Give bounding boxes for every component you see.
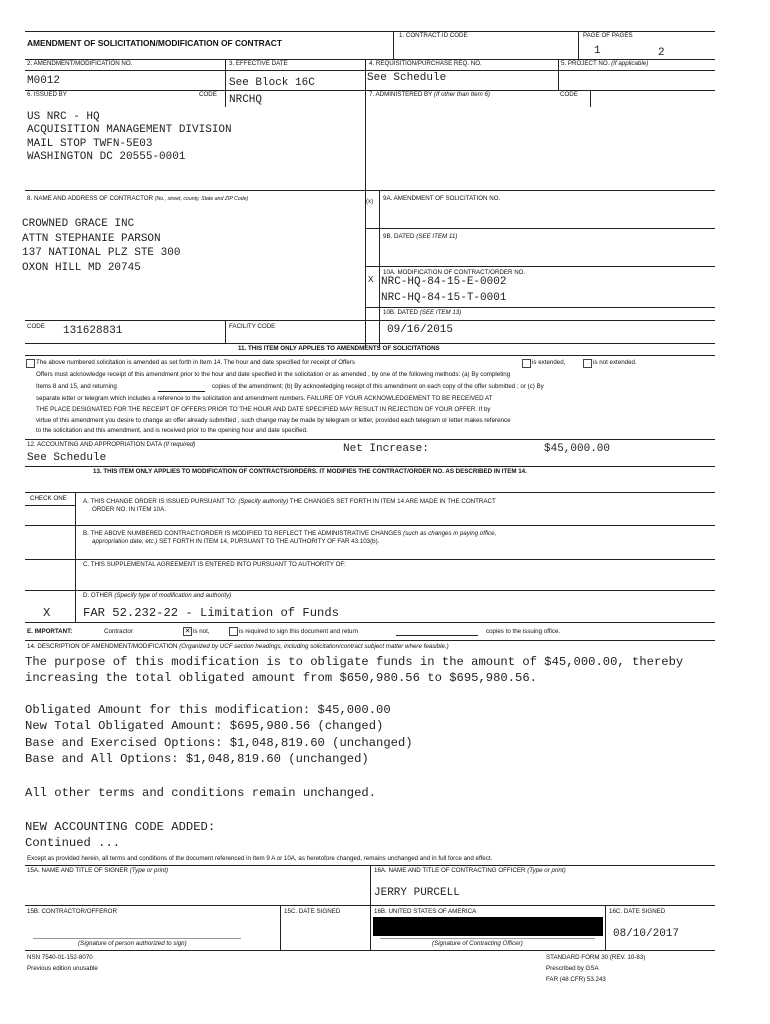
not-extended-checkbox[interactable] <box>583 359 592 368</box>
item11-line2: Offers must acknowledge receipt of this amendment prior to the hour and date specified in the solicitation or as amended , by one of the following methods: (a) By completing <box>36 371 511 378</box>
page-of-pages-label: PAGE OF PAGES <box>583 32 633 39</box>
check-one-label: CHECK ONE <box>30 495 67 502</box>
item11-line1: The above numbered solicitation is amended as set forth in Item 14. The hour and date specified for receipt of Offers <box>36 359 355 366</box>
dated-9b-label: 9B. DATED (SEE ITEM 11) <box>383 233 458 240</box>
option-d-check-mark: X <box>43 606 51 620</box>
accounting-value: See Schedule <box>27 452 107 464</box>
modification-order-label: 10A. MODIFICATION OF CONTRACT/ORDER NO. <box>383 269 526 276</box>
nsn-number: NSN 7540-01-152-8070 <box>27 954 93 961</box>
is-not-checkbox[interactable] <box>183 627 192 636</box>
officer-name: JERRY PURCELL <box>374 887 460 899</box>
copies-issuing-label: copies to the issuing office. <box>486 628 561 635</box>
extended-checkbox[interactable] <box>522 359 531 368</box>
solicitation-amended-checkbox[interactable] <box>26 359 35 368</box>
copies-return-blank <box>396 635 478 636</box>
previous-edition: Previous edition unusable <box>27 965 98 972</box>
item11-title: 11. THIS ITEM ONLY APPLIES TO AMENDMENTS OF SOLICITATIONS <box>238 345 440 352</box>
modification-order-no-1: NRC-HQ-84-15-E-0002 <box>381 276 507 288</box>
requisition-no: See Schedule <box>367 72 447 84</box>
option-b-line2: appropriation date, etc.) SET FORTH IN ITEM 14, PURSUANT TO THE AUTHORITY OF FAR 43.103(b). <box>92 538 380 545</box>
issued-code-label: CODE <box>199 91 217 98</box>
item11-line5: THE PLACE DESIGNATED FOR THE RECEIPT OF OFFERS PRIOR TO THE HOUR AND DATE SPECIFIED MAY RESULT IN REJECTION OF YOUR OFFER. If by <box>36 406 491 413</box>
dated-10b: 09/16/2015 <box>387 324 454 336</box>
accounting-label: 12. ACCOUNTING AND APPROPRIATION DATA (If required) <box>27 441 196 448</box>
date-signed-16c: 08/10/2017 <box>613 928 680 940</box>
issued-by-label: 6. ISSUED BY <box>27 91 67 98</box>
effective-date: See Block 16C <box>229 77 315 89</box>
option-d[interactable]: D. OTHER (Specify type of modification and authority) <box>83 592 232 599</box>
administered-code-label: CODE <box>560 91 578 98</box>
contractor-label: 8. NAME AND ADDRESS OF CONTRACTOR (No., street, county, State and ZIP Code) <box>27 195 249 202</box>
net-increase-label: Net Increase: <box>343 443 429 455</box>
option-d-value: FAR 52.232-22 - Limitation of Funds <box>83 606 339 620</box>
dated-10b-label: 10B. DATED (SEE ITEM 13) <box>383 309 462 316</box>
item11-line3a: Items 8 and 15, and returning <box>36 383 117 390</box>
project-no-label: 5. PROJECT NO. (If applicable) <box>561 60 649 67</box>
issued-code: NRCHQ <box>229 94 263 106</box>
item11-line6: virtue of this amendment you desire to change an offer already submitted , such change may be made by telegram or letter, provided each telegram or letter makes reference <box>36 417 511 424</box>
amendment-solicitation-label: 9A. AMENDMENT OF SOLICITATION NO. <box>383 195 501 202</box>
net-increase-value: $45,000.00 <box>544 443 611 455</box>
copies-blank <box>158 391 205 392</box>
check-x-icon: ✕ <box>184 628 191 635</box>
amendment-no: M0012 <box>27 75 61 87</box>
is-required-checkbox[interactable] <box>229 627 238 636</box>
is-required-label: is required to sign this document and return <box>239 628 359 635</box>
date-signed-16c-label: 16C. DATE SIGNED <box>609 908 666 915</box>
signature-person-caption: (Signature of person authorized to sign) <box>78 940 187 947</box>
facility-code-label: FACILITY CODE <box>229 323 276 330</box>
contract-id-label: 1. CONTRACT ID CODE <box>399 32 468 39</box>
prescribed-by: Prescribed by GSA <box>546 965 599 972</box>
description-label: 14. DESCRIPTION OF AMENDMENT/MODIFICATION (Organized by UCF section headings, including solicitation/contract subject matter where feasible.) <box>27 643 449 650</box>
option-c[interactable]: C. THIS SUPPLEMENTAL AGREEMENT IS ENTERED INTO PURSUANT TO AUTHORITY OF: <box>83 561 346 568</box>
option-a-line2: ORDER NO. IN ITEM 10A. <box>92 506 166 513</box>
option-b-line1[interactable]: B. THE ABOVE NUMBERED CONTRACT/ORDER IS MODIFIED TO REFLECT THE ADMINISTRATIVE CHANGES (such as changes in paying office, <box>83 530 497 537</box>
item11-line3b: copies of the amendment; (b) By acknowledging receipt of this amendment on each copy of the offer submitted ; or (c) By <box>212 383 544 390</box>
officer-label: 16A. NAME AND TITLE OF CONTRACTING OFFICER (Type or print) <box>374 867 566 874</box>
extended-label: is extended, <box>532 359 566 366</box>
contractor-code-label: CODE <box>27 323 45 330</box>
usa-label: 16B. UNITED STATES OF AMERICA <box>374 908 477 915</box>
is-not-label: is not, <box>193 628 210 635</box>
signature-officer-caption: (Signature of Contracting Officer) <box>432 940 523 947</box>
item11-line4: separate letter or telegram which includes a reference to the solicitation and amendment numbers. FAILURE OF YOUR ACKNOWLEDGEMENT TO BE RECEIVED AT <box>36 395 493 402</box>
amendment-no-label: 2. AMENDMENT/MODIFICATION NO. <box>27 60 133 67</box>
signer-label: 15A. NAME AND TITLE OF SIGNER (Type or print) <box>27 867 169 874</box>
administered-by-label: 7. ADMINISTERED BY (If other than Item 6) <box>369 91 490 98</box>
modification-check-mark: X <box>368 275 374 285</box>
page-count: 2 <box>658 47 665 59</box>
not-extended-label: is not extended. <box>593 359 637 366</box>
contractor-code: 131628831 <box>63 325 123 337</box>
x-column-header: (x) <box>366 198 374 205</box>
contractor-word: Contractor <box>104 628 133 635</box>
item11-line7: to the solicitation and this amendment, and is received prior to the opening hour and date specified. <box>36 427 308 434</box>
effective-date-label: 3. EFFECTIVE DATE <box>229 60 288 67</box>
contractor-offeror-label: 15B. CONTRACTOR/OFFEROR <box>27 908 117 915</box>
standard-form: STANDARD FORM 30 (REV. 10-83) <box>546 954 646 961</box>
date-signed-15c-label: 15C. DATE SIGNED <box>284 908 341 915</box>
modification-order-no-2: NRC-HQ-84-15-T-0001 <box>381 292 507 304</box>
page-number: 1 <box>594 45 601 57</box>
except-provided-text: Except as provided herein, all terms and conditions of the document referenced in Item 9 A or 10A, as heretofore changed, remains unchanged and in full force and effect. <box>27 855 493 862</box>
important-label: E. IMPORTANT: <box>27 628 73 635</box>
item13-title: 13. THIS ITEM ONLY APPLIES TO MODIFICATION OF CONTRACTS/ORDERS. IT MODIFIES THE CONTRACT/ORDER NO. AS DESCRIBED IN ITEM 14. <box>93 468 527 475</box>
redacted-signature <box>373 917 603 936</box>
form-title: AMENDMENT OF SOLICITATION/MODIFICATION OF CONTRACT <box>27 38 282 48</box>
option-a-line1[interactable]: A. THIS CHANGE ORDER IS ISSUED PURSUANT TO: (Specify authority) THE CHANGES SET FORTH IN ITEM 14 ARE MADE IN THE CONTRACT <box>83 498 496 505</box>
requisition-no-label: 4. REQUISITION/PURCHASE REQ. NO. <box>369 60 482 67</box>
far-reference: FAR (48 CFR) 53.243 <box>546 976 606 983</box>
